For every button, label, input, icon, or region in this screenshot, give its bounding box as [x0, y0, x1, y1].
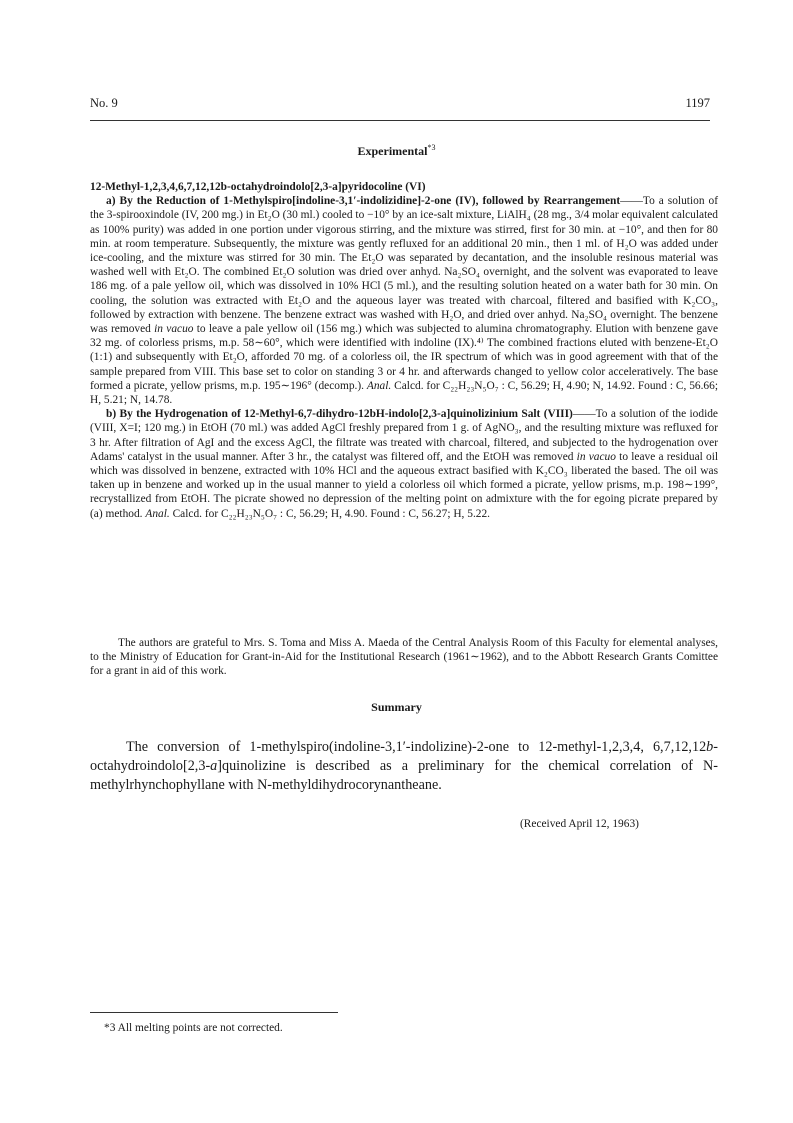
- procedure-a-italic-2: Anal.: [366, 379, 392, 392]
- experimental-heading: [0, 143, 793, 159]
- summary-text-2: -octahydroindolo[2,3-: [90, 739, 718, 774]
- procedure-a: [90, 194, 718, 407]
- header-rule: [90, 120, 710, 121]
- summary-italic-b: b: [706, 739, 714, 755]
- procedure-b-italic-1: in vacuo: [576, 450, 616, 463]
- compound-heading: 12-Methyl-1,2,3,4,6,7,12,12b-octahydroindolo[2,3-a]pyridocoline (VI): [90, 181, 426, 193]
- footnote-text: All melting points are not corrected.: [117, 1022, 283, 1034]
- footnote: [104, 1022, 283, 1034]
- experimental-body: [90, 180, 718, 521]
- issue-number: No. 9: [90, 96, 118, 110]
- footnote-rule: [90, 1012, 338, 1013]
- procedure-a-text-3: Calcd. for C₂₂H₂₃N₅O₇ : C, 56.29; H, 4.90; N, 14.92. Found : C, 56.66; H, 5.21; N, 14.78.: [90, 379, 718, 407]
- procedure-a-text-1: ——To a solution of the 3-spirooxindole (IV, 200 mg.) in Et₂O (30 ml.) cooled to −10° by an ice-salt mixture, LiAlH₄ (28 mg., 3/4 molar equivalent calculated as 100% purity) was added in one portion under vigorous stirring, and the mixture was stirred, first for 30 min. at −10°, and then for 80 min. at room temperature. Subsequently, the mixture was gently refluxed for an additional 20 min., then 1 ml. of H₂O was added under ice-cooling, and the mixture was stirred for 30 min. The Et₂O was separated by decantation, and the insoluble resinous material was washed well with Et₂O. The combined Et₂O solution was dried over anhyd. Na₂SO₄ overnight, and the solvent was evaporated to leave 186 mg. of a pale yellow oil, which was dissolved in 10% HCl (5 ml.), and the resulting solution heated on a water bath for 30 min. On cooling, the solution was extracted with Et₂O and the aqueous layer was treated with charcoal, filtered and basified with K₂CO₃, followed by extraction with benzene. The benzene extract was washed with H₂O, and dried over anhyd. Na₂SO₄ overnight. The benzene was removed: [90, 195, 718, 336]
- procedure-b-text-1: ——To a solution of the iodide (VIII, X=I; 120 mg.) in EtOH (70 ml.) was added AgCl freshly prepared from 1 g. of AgNO₃, and the resulting mixture was refluxed for 3 hr. After filtration of AgI and the excess AgCl, the filtrate was treated with charcoal, filtered, and subjected to the hydrogenation over Adams' catalyst in the usual manner. After 3 hr., the catalyst was filtered off, and the EtOH was removed: [90, 408, 718, 463]
- summary-text-1: The conversion of 1-methylspiro(indoline-3,1′-indolizine)-2-one to 12-methyl-1,2,3,4, 6,7,12,12: [126, 739, 707, 755]
- procedure-b-heading: b) By the Hydrogenation of 12-Methyl-6,7-dihydro-12bH-indolo[2,3-a]quinolizinium Salt (VIII): [106, 408, 573, 421]
- acknowledgement: The authors are grateful to Mrs. S. Toma and Miss A. Maeda of the Central Analysis Room of this Faculty for elemental analyses, to the Ministry of Education for Grant-in-Aid for the Institutional Research (1961∼1962), and to the Abbott Research Grants Comittee for a grant in aid of this work.: [90, 637, 718, 678]
- procedure-a-heading: a) By the Reduction of 1-Methylspiro[indoline-3,1′-indolizidine]-2-one (IV), followed by Rearrangement: [106, 195, 621, 208]
- procedure-b-text-3: Calcd. for C₂₂H₂₃N₅O₇ : C, 56.29; H, 4.90. Found : C, 56.27; H, 5.22.: [169, 507, 491, 520]
- received-date: (Received April 12, 1963): [520, 818, 639, 830]
- experimental-note-mark: *3: [427, 143, 436, 152]
- experimental-title: Experimental: [357, 144, 428, 158]
- page-header: [90, 96, 710, 114]
- summary-title: Summary: [371, 700, 422, 714]
- summary-heading: [0, 700, 793, 715]
- page-number: 1197: [685, 96, 710, 110]
- footnote-mark: *3: [104, 1022, 116, 1034]
- summary-text: [90, 738, 718, 795]
- summary-text-3: ]quinolizine is described as a preliminary for the chemical correlation of N-methylrhynchophyllane with N-methyldihydrocorynantheane.: [90, 758, 718, 793]
- procedure-b-text-2: to leave a residual oil which was dissolved in benzene, extracted with 10% HCl and the aqueous extract basified with K₂CO₃ liberated the based. The oil was taken up in benzene and worked up in the usual manner to yield a colorless oil which formed a picrate, yellow prisms, m.p. 198∼199°, recrystallized from EtOH. The picrate showed no depression of the melting point on admixture with the for egoing picrate prepared by (a) method.: [90, 450, 719, 520]
- procedure-b: [90, 407, 718, 521]
- procedure-a-italic-1: in vacuo: [154, 323, 194, 336]
- procedure-a-text-2: to leave a pale yellow oil (156 mg.) which was subjected to alumina chromatography. Elution with benzene gave 32 mg. of colorless prisms, m.p. 58∼60°, which were identified with indoline (IX).⁴⁾ The combined fractions eluted with benzene-Et₂O (1:1) and subsequently with Et₂O, afforded 70 mg. of a colorless oil, the IR spectrum of which was in good agreement with that of the sample prepared from VIII. This base set to color on standing 3 or 4 hr. and afterwards changed to yellow color acceleratively. The base formed a picrate, yellow prisms, m.p. 195∼196° (decomp.).: [90, 323, 718, 392]
- procedure-b-italic-2: Anal.: [145, 507, 170, 520]
- summary-italic-a: a: [210, 758, 218, 774]
